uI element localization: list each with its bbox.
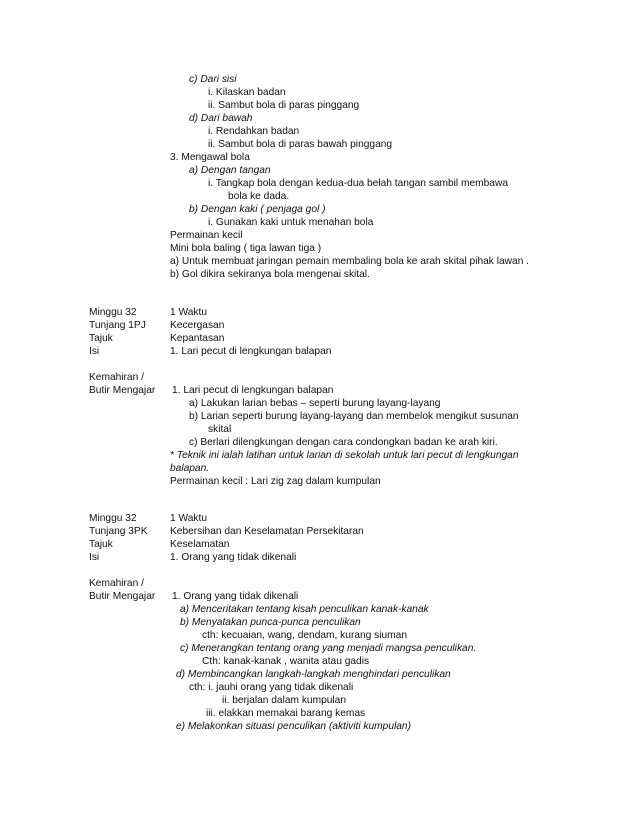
isi-value: 1. Orang yang tidak dikenali: [170, 552, 297, 563]
kemahiran-label: Kemahiran /: [89, 372, 144, 383]
tunjang-label: Tunjang 3PK: [89, 526, 148, 537]
permainan-kecil: Permainan kecil : Lari zig zag dalam kumpulan: [170, 476, 381, 487]
step-c-example: Cth: kanak-kanak , wanita atau gadis: [202, 656, 370, 667]
mini-rule-b: b) Gol dikira sekiranya bola mengenai skital.: [170, 269, 370, 280]
item-d-title: d) Dari bawah: [189, 113, 253, 124]
tunjang-value: Kebersihan dan Keselamatan Persekitaran: [170, 526, 364, 537]
item-b-i: i. Gunakan kaki untuk menahan bola: [208, 217, 374, 228]
tunjang-value: Kecergasan: [170, 320, 225, 331]
tajuk-label: Tajuk: [89, 539, 113, 550]
isi-label: Isi: [89, 552, 100, 563]
step-c: c) Menerangkan tentang orang yang menjadi mangsa penculikan.: [180, 643, 477, 654]
item-c-title: c) Dari sisi: [189, 74, 237, 85]
step-b: b) Menyatakan punca-punca penculikan: [180, 617, 361, 628]
butir-label: Butir Mengajar: [89, 385, 156, 396]
isi-value: 1. Lari pecut di lengkungan balapan: [170, 346, 332, 357]
kemahiran-label: Kemahiran /: [89, 578, 144, 589]
item-c-i: i. Kilaskan badan: [208, 87, 286, 98]
step-b-line1: b) Larian seperti burung layang-layang dan membelok mengikut susunan: [189, 411, 519, 422]
item-3: 3. Mengawal bola: [170, 152, 250, 163]
step-d-iii: iii. elakkan memakai barang kemas: [206, 708, 366, 719]
step-d: d) Membincangkan langkah-langkah menghindari penculikan: [176, 669, 451, 680]
item-d-i: i. Rendahkan badan: [208, 126, 300, 137]
minggu-value: 1 Waktu: [170, 513, 207, 524]
step-a: a) Lakukan larian bebas – seperti burung layang-layang: [189, 398, 441, 409]
step-d-ii: ii. berjalan dalam kumpulan: [222, 695, 347, 706]
step-e: e) Melakonkan situasi penculikan (aktiviti kumpulan): [176, 721, 411, 732]
item-a-i-line2: bola ke dada.: [228, 191, 290, 202]
isi-label: Isi: [89, 346, 100, 357]
item-d-ii: ii. Sambut bola di paras bawah pinggang: [208, 139, 393, 150]
note-line1: * Teknik ini ialah latihan untuk larian di sekolah untuk lari pecut di lengkungan: [170, 450, 519, 461]
butir-value: 1. Lari pecut di lengkungan balapan: [172, 385, 334, 396]
minggu-value: 1 Waktu: [170, 307, 207, 318]
tajuk-value: Keselamatan: [170, 539, 230, 550]
permainan-kecil-heading: Permainan kecil: [170, 230, 243, 241]
minggu-label: Minggu 32: [89, 513, 137, 524]
tajuk-label: Tajuk: [89, 333, 113, 344]
mini-rule-a: a) Untuk membuat jaringan pemain membaling bola ke arah skital pihak lawan .: [170, 256, 530, 267]
mini-bola-baling: Mini bola baling ( tiga lawan tiga ): [170, 243, 322, 254]
tajuk-value: Kepantasan: [170, 333, 225, 344]
item-a-title: a) Dengan tangan: [189, 165, 271, 176]
item-c-ii: ii. Sambut bola di paras pinggang: [208, 100, 360, 111]
item-b-title: b) Dengan kaki ( penjaga gol ): [189, 204, 326, 215]
butir-label: Butir Mengajar: [89, 591, 156, 602]
step-d-i: cth: i. jauhi orang yang tidak dikenali: [189, 682, 354, 693]
butir-value: 1. Orang yang tidak dikenali: [172, 591, 299, 602]
item-a-i-line1: i. Tangkap bola dengan kedua-dua belah tangan sambil membawa: [208, 178, 508, 189]
step-b-line2: skital: [208, 424, 232, 435]
step-c: c) Berlari dilengkungan dengan cara condongkan badan ke arah kiri.: [189, 437, 498, 448]
minggu-label: Minggu 32: [89, 307, 137, 318]
note-line2: balapan.: [170, 463, 210, 474]
step-b-example: cth: kecuaian, wang, dendam, kurang siuman: [202, 630, 408, 641]
step-a: a) Menceritakan tentang kisah penculikan kanak-kanak: [180, 604, 429, 615]
tunjang-label: Tunjang 1PJ: [89, 320, 146, 331]
